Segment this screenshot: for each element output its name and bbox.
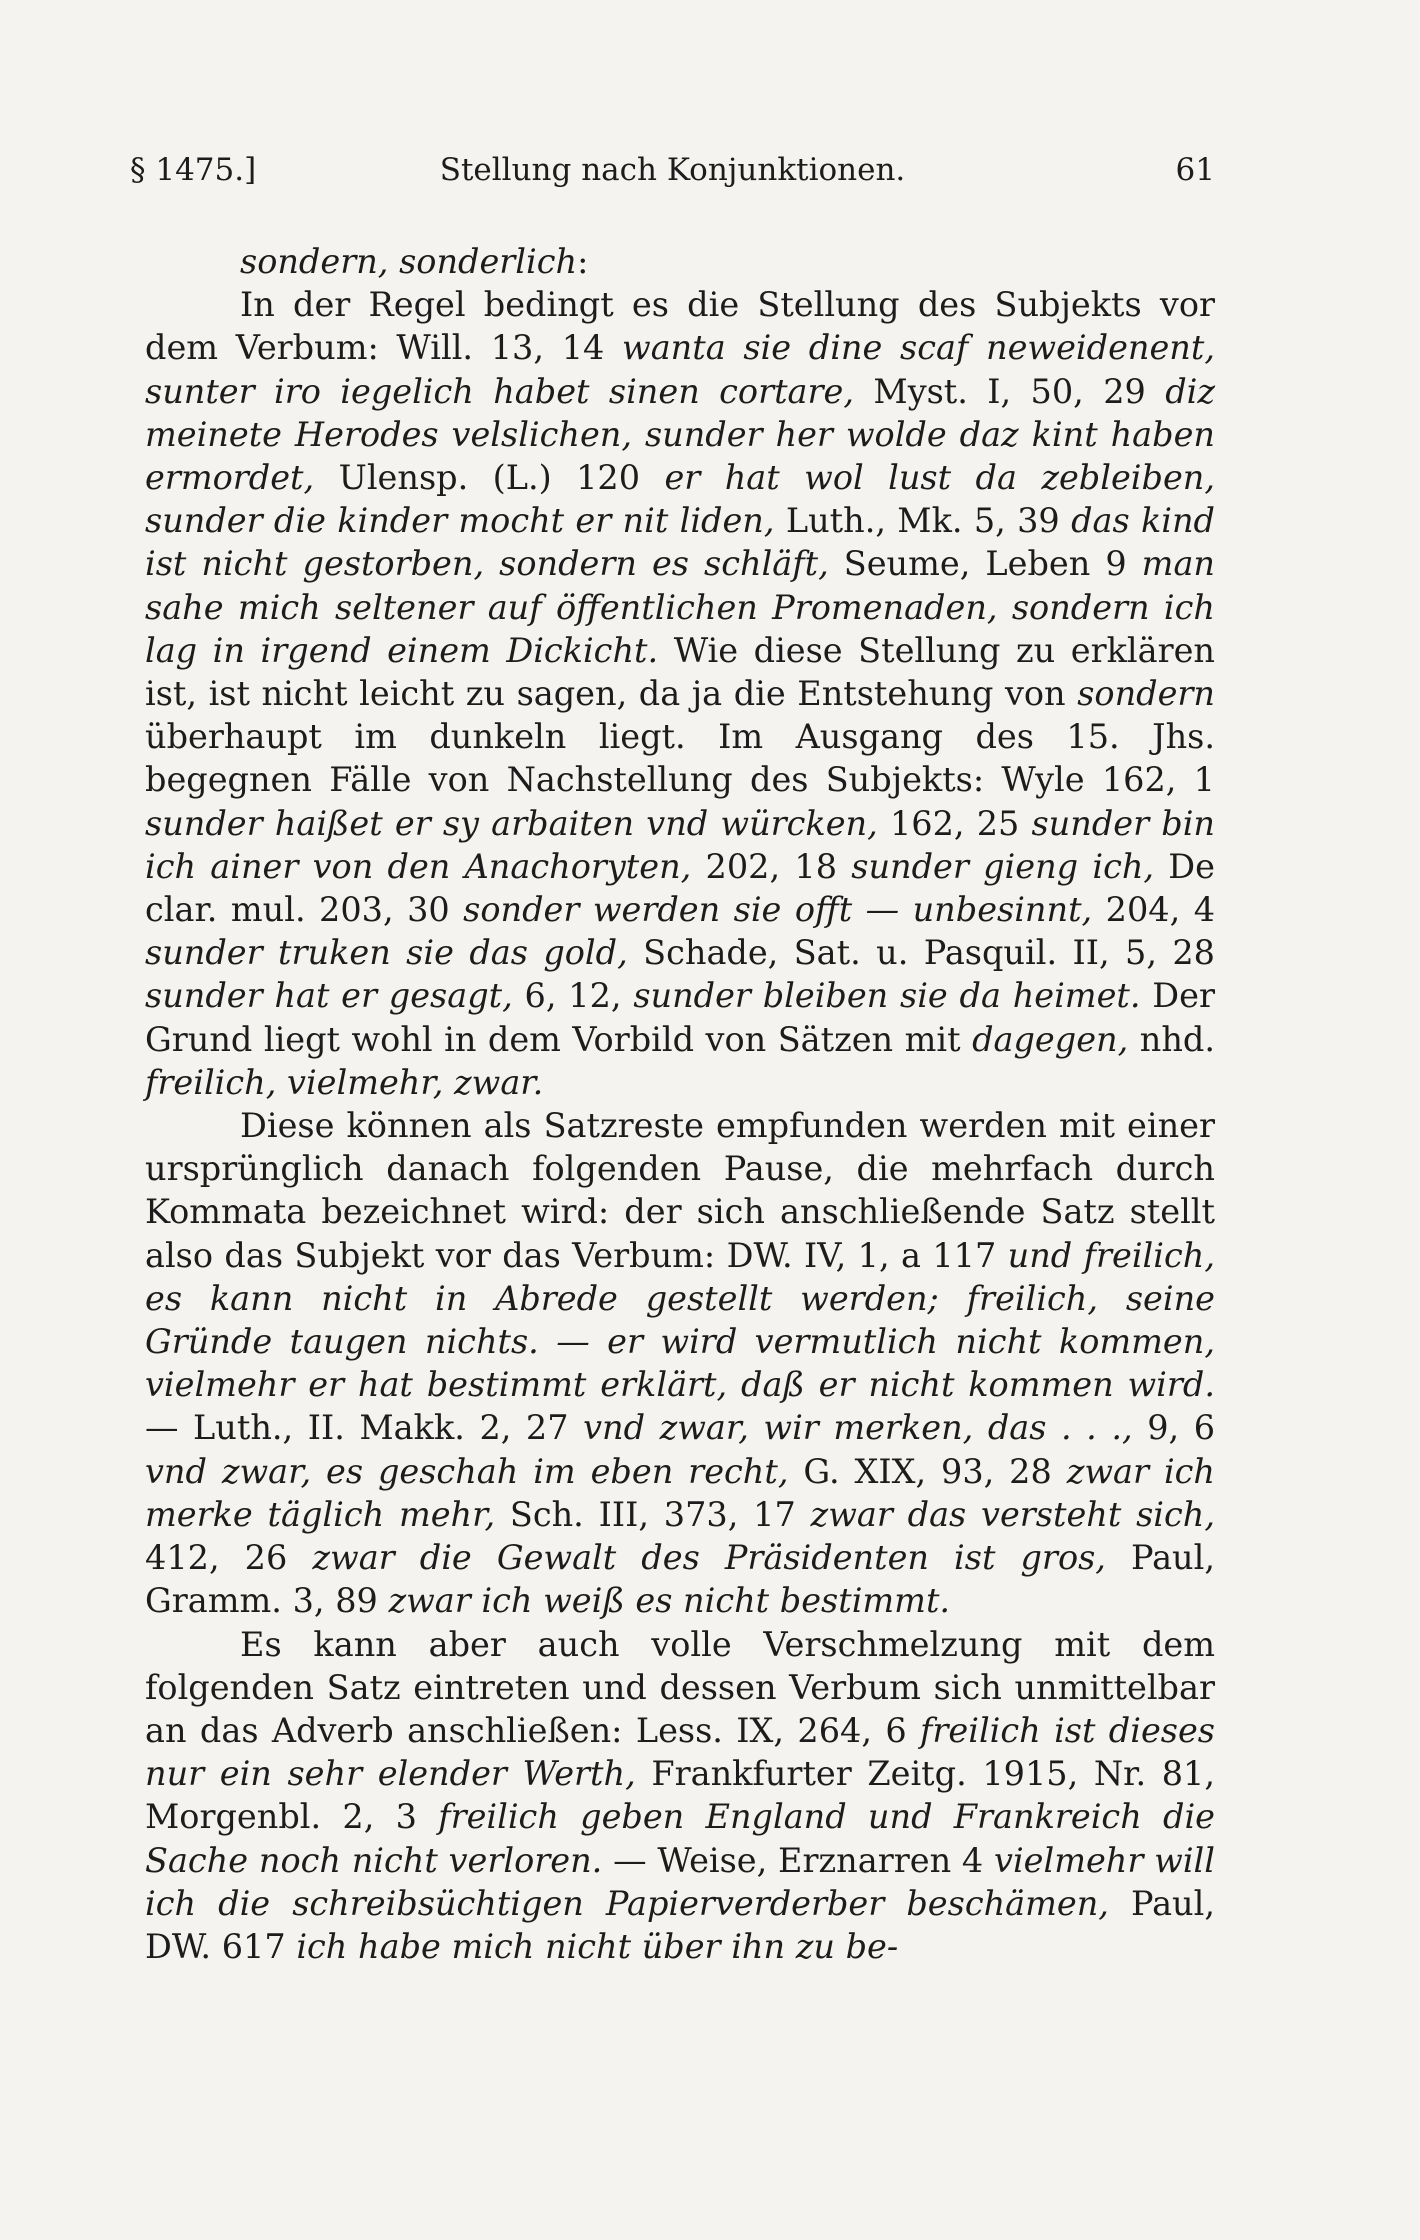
- running-title: Stellung nach Konjunktionen.: [439, 152, 906, 188]
- paragraph: [145, 1623, 1215, 1969]
- text-run: vielmehr will ich die schreibsüchtigen Papierverderber beschämen,: [145, 1840, 1215, 1923]
- text-run: In der Regel bedingt es die Stellung des Subjekts vor dem Verbum: Will. 13, 14: [145, 285, 1215, 368]
- text-run: G. XIX, 93, 28: [788, 1451, 1067, 1491]
- page-number: 61: [1175, 152, 1215, 188]
- text-run: sondern, sonderlich: [240, 242, 578, 281]
- text-run: 202, 18: [691, 846, 852, 886]
- text-run: vnd zwar, es geschah im eben recht,: [145, 1451, 789, 1491]
- text-run: sunder gieng ich,: [851, 846, 1155, 886]
- section-reference: § 1475.]: [130, 152, 257, 188]
- text-run: Es kann aber auch volle Verschmelzung mit dem folgenden Satz eintreten und dessen Verbum sich unmittelbar an das Adverb anschließen: Less. IX, 264, 6: [145, 1624, 1215, 1750]
- text-run: freilich geben England und Frankreich die Sache noch nicht verloren.: [145, 1797, 1216, 1880]
- text-run: :: [577, 242, 589, 281]
- text-run: sunder bleiben sie da heimet.: [633, 976, 1141, 1016]
- text-run: und freilich, es kann nicht in Abrede gestellt werden; freilich, seine Gründe taugen nichts. — er wird vermutlich nicht kommen, vielmehr er hat bestimmt erklärt, daß er nicht kommen wird.: [145, 1235, 1215, 1405]
- text-run: — Luth., II. Makk. 2, 27: [145, 1408, 584, 1448]
- text-run: Schade, Sat. u. Pasquil. II, 5, 28: [627, 933, 1215, 973]
- text-run: zwar die Gewalt des Präsidenten ist gros,: [312, 1538, 1106, 1578]
- paragraph: [145, 283, 1215, 1104]
- text-run: sunder bin ich ainer von den Anachoryten,: [145, 803, 1216, 886]
- text-run: überhaupt im dunkeln liegt. Im Ausgang des 15. Jhs. begegnen Fälle von Nachstellung des Subjekts: Wyle 162, 1: [145, 717, 1215, 800]
- text-run: Luth., Mk. 5, 39: [774, 501, 1072, 541]
- paragraph-heading: [145, 240, 1215, 283]
- text-run: sunder haißet er sy arbaiten vnd würcken,: [145, 803, 878, 843]
- text-run: sunder hat er gesagt,: [145, 976, 513, 1016]
- text-run: sondern: [1077, 674, 1215, 714]
- running-header: [130, 152, 1215, 202]
- text-run: man sahe mich seltener auf öffentlichen Promenaden, sondern ich lag in irgend einem Dickicht.: [145, 544, 1215, 670]
- text-run: sunder truken sie das gold,: [145, 933, 628, 973]
- text-run: diz meinete Herodes velslichen, sunder her wolde daz kint haben ermordet,: [145, 371, 1216, 498]
- text-run: das kind ist nicht gestorben, sondern es schläft,: [145, 501, 1216, 584]
- text-run: Wie diese Stellung zu erklären ist, ist nicht leicht zu sagen, da ja die Entstehung von: [145, 630, 1215, 714]
- text-run: Seume, Leben 9: [828, 544, 1142, 584]
- text-run: zwar das versteht sich,: [810, 1494, 1215, 1534]
- text-run: 9, 6: [1132, 1408, 1216, 1448]
- text-run: Diese können als Satzreste empfunden werden mit einer ursprünglich danach folgenden Pause, die mehrfach durch Kommata bezeichnet wird: der sich anschließende Satz stellt also das Subjekt vor das Verbum: DW. IV, 1, a 117: [145, 1106, 1215, 1275]
- text-run: Myst. I, 50, 29: [854, 371, 1166, 411]
- text-run: freilich, vielmehr, zwar.: [145, 1062, 544, 1102]
- body-text: [145, 240, 1215, 1968]
- text-run: Der Grund liegt wohl in dem Vorbild von Sätzen mit: [145, 976, 1215, 1059]
- text-run: Paul, DW. 617: [145, 1883, 1215, 1966]
- text-run: 204, 4: [1092, 890, 1216, 930]
- text-run: De clar. mul. 203, 30: [145, 846, 1215, 930]
- text-run: Frankfurter Zeitg. 1915, Nr. 81, Morgenbl. 2, 3: [145, 1754, 1215, 1837]
- text-run: ich habe mich nicht über ihn zu be-: [296, 1926, 899, 1966]
- text-run: nhd.: [1128, 1019, 1215, 1059]
- paragraph: [145, 1104, 1215, 1622]
- text-run: zwar ich weiß es nicht bestimmt.: [388, 1581, 951, 1621]
- text-run: — Weise, Erznarren 4: [602, 1840, 995, 1880]
- text-run: er hat wol lust da zebleiben, sunder die kinder mocht er nit liden,: [145, 458, 1215, 541]
- text-run: Sch. III, 373, 17: [495, 1494, 811, 1534]
- text-run: freilich ist dieses nur ein sehr elender Werth,: [145, 1710, 1215, 1794]
- text-run: vnd zwar, wir merken, das . . .,: [583, 1408, 1133, 1448]
- text-run: sonder werden sie offt — unbesinnt,: [463, 890, 1093, 930]
- text-run: 162, 25: [877, 803, 1032, 843]
- text-run: Paul, Gramm. 3, 89: [145, 1538, 1215, 1621]
- text-run: 412, 26: [145, 1538, 313, 1578]
- text-run: wanta sie dine scaf neweidenent, sunter iro iegelich habet sinen cortare,: [145, 328, 1215, 411]
- text-run: 6, 12,: [512, 976, 634, 1016]
- text-run: dagegen,: [972, 1019, 1129, 1059]
- text-run: Ulensp. (L.) 120: [314, 458, 665, 498]
- text-run: zwar ich merke täglich mehr,: [145, 1451, 1216, 1534]
